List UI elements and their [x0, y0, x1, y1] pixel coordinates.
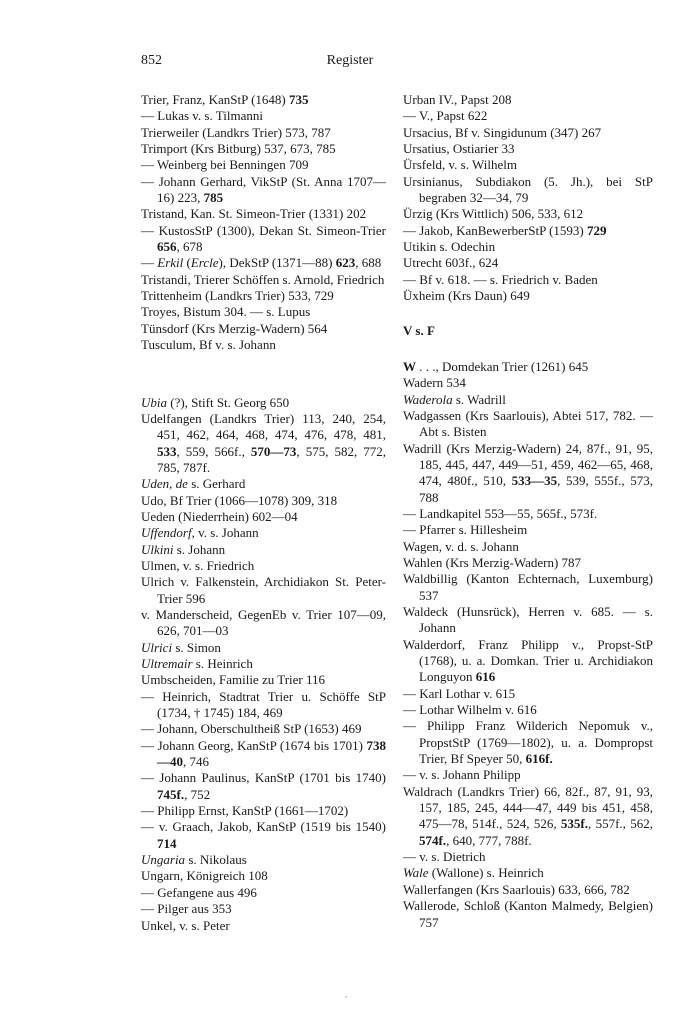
index-entry	[403, 157, 653, 173]
index-entry	[403, 784, 653, 849]
section-gap	[141, 354, 386, 395]
index-entry	[403, 882, 653, 898]
index-entry	[403, 375, 653, 391]
entry-text: v. s. Dietrich	[419, 849, 486, 865]
entry-text: s. Gerhard	[187, 476, 246, 492]
entry-text: V., Papst 622	[419, 108, 488, 124]
index-entry	[141, 206, 386, 222]
index-entry	[403, 637, 653, 686]
index-entry	[141, 411, 386, 476]
entry-text: Weinberg bei Benningen 709	[157, 157, 309, 173]
entry-text: Ürzig (Krs Wittlich) 506, 533, 612	[403, 206, 584, 222]
entry-text: Trierweiler (Landkrs Trier) 573, 787	[141, 124, 331, 140]
index-entry	[141, 607, 386, 640]
entry-text: Ursatius, Ostiarier 33	[403, 141, 515, 157]
index-subentry	[403, 506, 653, 522]
entry-text: Ulmen, v. s. Friedrich	[141, 557, 255, 573]
entry-text: Wadern 534	[403, 375, 466, 391]
index-entry	[403, 539, 653, 555]
entry-text: v. Graach, Jakob, KanStP (1519 bis 1540)	[158, 819, 386, 835]
entry-text: , 539, 555f., 573, 788	[419, 473, 653, 505]
bold-page-ref: 714	[157, 835, 177, 851]
bold-page-ref: 533	[157, 443, 177, 459]
entry-text: , 688	[355, 255, 382, 271]
index-entry	[403, 206, 653, 222]
bold-page-ref: 729	[587, 222, 607, 238]
bold-page-ref: 535f.	[560, 816, 588, 832]
entry-text: v. s. Johann Philipp	[419, 767, 521, 783]
page-header: Register	[326, 53, 374, 68]
entry-text: Umbscheiden, Familie zu Trier 116	[141, 672, 326, 688]
entry-text: s. Nikolaus	[185, 852, 247, 868]
index-entry	[141, 125, 386, 141]
bold-page-ref: W	[403, 358, 416, 374]
entry-text: Udelfangen (Landkrs Trier) 113, 240, 254, 451, 462, 464, 468, 474, 476, 478, 481,	[141, 410, 386, 443]
index-subentry	[141, 108, 386, 124]
index-entry	[403, 441, 653, 506]
entry-text: (Wallone) s. Heinrich	[428, 865, 544, 881]
speck	[345, 996, 347, 998]
index-entry	[403, 392, 653, 408]
entry-text: Wahlen (Krs Merzig-Wadern) 787	[403, 554, 582, 570]
index-subentry	[403, 767, 653, 783]
index-entry	[403, 174, 653, 207]
index-entry	[141, 640, 386, 656]
index-entry	[403, 604, 653, 637]
entry-text: . . ., Domdekan Trier (1261) 645	[416, 358, 589, 374]
index-entry	[141, 574, 386, 607]
index-entry	[403, 125, 653, 141]
entry-text: , 678	[176, 239, 203, 255]
index-entry	[403, 239, 653, 255]
index-subentry	[403, 702, 653, 718]
bold-page-ref: V s. F	[403, 323, 435, 339]
entry-text: , 559, 566f.,	[176, 443, 251, 459]
index-entry	[403, 255, 653, 271]
bold-page-ref: 656	[157, 239, 177, 255]
index-subentry	[403, 108, 653, 124]
entry-text: , 640, 777, 788f.	[446, 832, 532, 848]
index-subentry	[141, 770, 386, 803]
index-entry	[141, 509, 386, 525]
entry-text: Unkel, v. s. Peter	[141, 917, 230, 933]
bold-page-ref: 623	[335, 255, 356, 271]
italic-term: Wale	[403, 865, 429, 881]
bold-page-ref: 745f.	[157, 786, 185, 802]
entry-text: Urban IV., Papst 208	[403, 92, 512, 107]
bold-page-ref: 570—73	[250, 443, 297, 459]
index-entry	[141, 656, 386, 672]
section-gap	[403, 304, 653, 323]
index-subentry	[403, 272, 653, 288]
entry-text: Johann Georg, KanStP (1674 bis 1701)	[157, 737, 367, 753]
index-entry	[403, 555, 653, 571]
index-subentry	[403, 522, 653, 538]
index-entry	[141, 868, 386, 884]
entry-text: Ürsfeld, v. s. Wilhelm	[403, 157, 517, 173]
entry-text: Waldbillig (Kanton Echternach, Luxemburg) 537	[403, 571, 653, 603]
index-entry	[141, 337, 386, 353]
italic-term: Ungaria	[141, 852, 186, 868]
entry-text: , 746	[183, 754, 209, 770]
index-entry	[141, 288, 386, 304]
italic-term: Waderola	[403, 391, 453, 407]
entry-text: Utrecht 603f., 624	[403, 255, 499, 271]
index-subentry	[403, 849, 653, 865]
entry-text: Wallerfangen (Krs Saarlouis) 633, 666, 782	[403, 881, 630, 897]
entry-text: s. Simon	[172, 639, 221, 655]
index-entry	[141, 321, 386, 337]
index-subentry	[141, 819, 386, 852]
entry-text: ), DekStP (1371—88)	[218, 255, 336, 271]
bold-page-ref: 785	[203, 190, 224, 206]
italic-term: Ulrici	[141, 639, 173, 655]
index-subentry	[141, 157, 386, 173]
page-number: 852	[141, 53, 162, 68]
index-subentry	[141, 721, 386, 737]
index-entry	[403, 865, 653, 881]
entry-text: Udo, Bf Trier (1066—1078) 309, 318	[141, 492, 338, 508]
entry-text: Tristandi, Trierer Schöffen s. Arnold, Friedrich	[141, 271, 385, 287]
index-entry	[141, 558, 386, 574]
entry-text: Heinrich, Stadtrat Trier u. Schöffe StP (1734, † 1745) 184, 469	[157, 688, 386, 721]
entry-text: Ueden (Niederrhein) 602—04	[141, 508, 298, 524]
entry-text: , v. s. Johann	[191, 525, 259, 541]
index-entry	[403, 571, 653, 604]
italic-term: Uden, de	[141, 476, 188, 492]
entry-text: Lothar Wilhelm v. 616	[419, 702, 537, 718]
index-subentry	[141, 174, 386, 207]
index-entry	[403, 141, 653, 157]
entry-text: Ulrich v. Falkenstein, Archidiakon St. Peter-Trier 596	[141, 574, 386, 606]
letter-cross-reference	[403, 323, 653, 339]
index-entry	[141, 852, 386, 868]
entry-text: Tristand, Kan. St. Simeon-Trier (1331) 202	[141, 206, 367, 222]
index-entry	[141, 92, 386, 108]
index-entry	[141, 542, 386, 558]
index-entry	[141, 272, 386, 288]
entry-text: Ungarn, Königreich 108	[141, 868, 268, 884]
entry-text: Wagen, v. d. s. Johann	[403, 538, 519, 554]
entry-text: Üxheim (Krs Daun) 649	[403, 288, 530, 304]
entry-text: s. Johann	[173, 541, 226, 557]
entry-text: Pilger aus 353	[157, 901, 232, 917]
index-subentry	[403, 223, 653, 239]
italic-term: Ultremair	[141, 656, 193, 671]
entry-text: Wallerode, Schloß (Kanton Malmedy, Belgien) 757	[403, 898, 653, 930]
entry-text: Ursinianus, Subdiakon (5. Jh.), bei StP begraben 32—34, 79	[403, 173, 653, 206]
entry-text: Trier, Franz, KanStP (1648)	[141, 92, 290, 107]
entry-text: s. Wadrill	[452, 391, 506, 407]
index-subentry	[141, 901, 386, 917]
entry-text: , 557f., 562,	[588, 816, 653, 832]
entry-text: s. Heinrich	[192, 656, 253, 671]
entry-text: , 575, 582, 772, 785, 787f.	[157, 443, 387, 475]
bold-page-ref: 735	[289, 92, 309, 107]
entry-text: Lukas v. s. Tilmanni	[157, 108, 263, 124]
index-entry	[141, 476, 386, 492]
index-subentry	[141, 885, 386, 901]
entry-text: Utikin s. Odechin	[403, 239, 496, 255]
index-subentry	[141, 738, 386, 771]
entry-text: Waldeck (Hunsrück), Herren v. 685. — s. Johann	[403, 603, 653, 636]
index-entry	[141, 395, 386, 411]
index-subentry	[141, 223, 386, 256]
index-subentry	[403, 686, 653, 702]
entry-text: Philipp Franz Wilderich Nepomuk v., PropstStP (1769—1802), u. a. Dompropst Trier, Bf Speyer 50,	[419, 718, 654, 767]
entry-text: Trimport (Krs Bitburg) 537, 673, 785	[141, 141, 336, 157]
index-subentry	[403, 718, 653, 767]
bold-page-ref: 738—40	[157, 737, 386, 770]
index-entry	[141, 525, 386, 541]
italic-term: Ubia	[141, 394, 167, 410]
entry-text: KustosStP (1300), Dekan St. Simeon-Trier	[158, 222, 386, 238]
index-subentry	[141, 255, 386, 271]
index-column-left	[141, 92, 386, 934]
entry-text: Landkapitel 553—55, 565f., 573f.	[419, 505, 598, 521]
index-subentry	[141, 803, 386, 819]
entry-text: Ursacius, Bf v. Singidunum (347) 267	[403, 124, 602, 140]
italic-term: Uffendorf	[141, 525, 192, 541]
index-entry	[403, 898, 653, 931]
index-entry	[403, 408, 653, 441]
bold-page-ref: 616f.	[525, 751, 553, 767]
entry-text: Johann, Oberschultheiß StP (1653) 469	[157, 721, 362, 737]
bold-page-ref: 574f.	[419, 832, 447, 848]
entry-text: Bf v. 618. — s. Friedrich v. Baden	[419, 271, 598, 287]
entry-text: Wadgassen (Krs Saarlouis), Abtei 517, 782. — Abt s. Bisten	[403, 407, 653, 440]
italic-term: Ulkini	[141, 541, 174, 557]
entry-text: Philipp Ernst, KanStP (1661—1702)	[157, 803, 349, 819]
entry-text: Pfarrer s. Hillesheim	[419, 522, 528, 538]
entry-text: , 752	[184, 786, 211, 802]
index-entry	[141, 141, 386, 157]
entry-text: Tünsdorf (Krs Merzig-Wadern) 564	[141, 320, 328, 336]
bold-page-ref: 616	[475, 669, 496, 685]
index-entry	[141, 918, 386, 934]
entry-text: Gefangene aus 496	[157, 884, 257, 900]
entry-text: Johann Paulinus, KanStP (1701 bis 1740)	[159, 770, 386, 786]
index-subentry	[141, 689, 386, 722]
entry-text: Wadrill (Krs Merzig-Wadern) 24, 87f., 91, 95, 185, 445, 447, 449—51, 459, 462—65, 468, 474, 480f., 510,	[403, 440, 653, 489]
italic-term: Ercle	[190, 255, 219, 271]
entry-text: Tusculum, Bf v. s. Johann	[141, 337, 276, 353]
index-entry	[403, 288, 653, 304]
index-entry	[403, 92, 653, 108]
index-column-right	[403, 92, 653, 931]
entry-text: v. Manderscheid, GegenEb v. Trier 107—09, 626, 701—03	[141, 606, 386, 639]
section-gap	[403, 340, 653, 359]
entry-text: Johann Gerhard, VikStP (St. Anna 1707—16) 223,	[157, 173, 386, 206]
bold-page-ref: 533—35	[511, 473, 558, 489]
entry-text: Waldrach (Landkrs Trier) 66, 82f., 87, 91, 93, 157, 185, 245, 444—47, 449 bis 451, 458, 475—78, 514f., 524, 526,	[403, 783, 653, 832]
entry-text: Jakob, KanBewerberStP (1593)	[419, 222, 588, 238]
entry-text: Troyes, Bistum 304. — s. Lupus	[141, 304, 311, 320]
entry-text: Karl Lothar v. 615	[419, 685, 516, 701]
italic-term: Erkil	[157, 255, 184, 271]
index-entry	[403, 359, 653, 375]
entry-text: Trittenheim (Landkrs Trier) 533, 729	[141, 288, 334, 304]
entry-text: (	[183, 255, 191, 271]
entry-text: Walderdorf, Franz Philipp v., Propst-StP (1768), u. a. Domkan. Trier u. Archidiakon Longuyon	[403, 636, 653, 685]
index-entry	[141, 493, 386, 509]
entry-text: (?), Stift St. Georg 650	[167, 394, 290, 410]
index-entry	[141, 672, 386, 688]
index-entry	[141, 304, 386, 320]
